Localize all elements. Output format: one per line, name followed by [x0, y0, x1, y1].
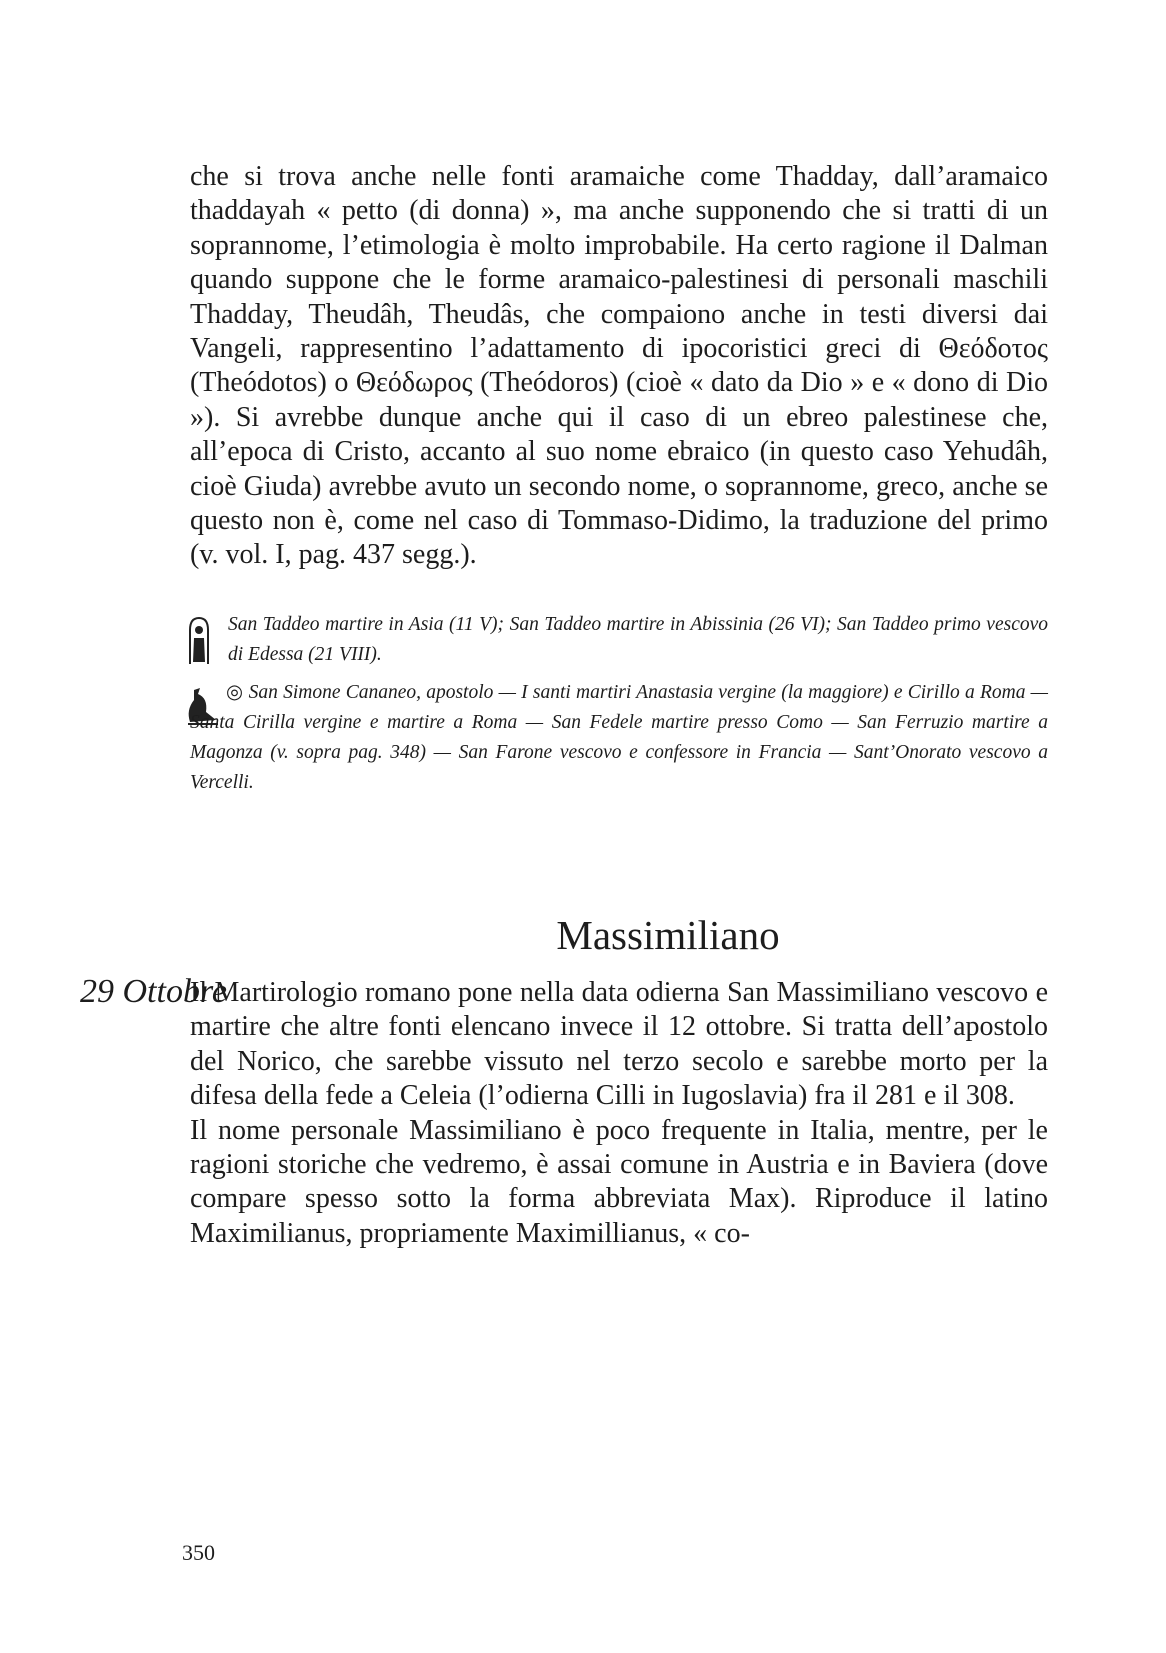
page-number: 350 — [182, 1540, 215, 1565]
saints-note — [228, 610, 1048, 670]
section-body — [190, 976, 1048, 1251]
section-paragraph-2: Il nome personale Massimiliano è poco frequente in Italia, mentre, per le ragioni storiche che vedremo, è assai comune in Austria e in Baviera (dove compare spesso sotto la forma abbreviata Max). Riproduce il latino Maximilianus, propriamente Maximillianus, « co- — [190, 1114, 1048, 1249]
saint-figure-icon — [188, 616, 210, 666]
other-saints-note-text: San Simone Cananeo, apostolo — I santi martiri Anastasia vergine (la maggiore) e Cirillo a Roma — Santa Cirilla vergine e martire a Roma — San Fedele martire presso Como — San Ferruzio martire a Magonza (v. sopra pag. 348) — San Farone vescovo e confessore in Francia — Sant’Onorato vescovo a Vercelli. — [190, 682, 1049, 793]
other-saints-note — [190, 678, 1048, 798]
section-title: Massimiliano — [556, 912, 780, 958]
section-paragraph-1: Il Martirologio romano pone nella data odierna San Massimiliano vescovo e martire che altre fonti elencano invece il 12 ottobre. Si tratta dell’apostolo del Norico, che sarebbe vissuto nel terzo secolo e sarebbe morto per la difesa della fede a Celeia (l’odierna Cilli in Iugoslavia) fra il 281 e il 308. — [190, 977, 1048, 1112]
top-paragraph: che si trova anche nelle fonti aramaiche come Thadday, dall’aramaico thaddayah « petto (di donna) », ma anche supponendo che si tratti di un soprannome, l’etimologia è molto improbabile. Ha certo ragione il Dalman quando suppone che le forme aramaico-palestinesi di personali maschili Thadday, Theudâh, Theudâs, che compaiono anche in testi diversi dai Vangeli, rappresentino l’adattamento di ipocoristici greci di Θεόδοτος (Theódotos) o Θεόδωρος (Theódoros) (cioè « dato da Dio » e « dono di Dio »). Si avrebbe dunque anche qui il caso di un ebreo palestinese che, all’epoca di Cristo, accanto al suo nome ebraico (in questo caso Yehudâh, cioè Giuda) avrebbe avuto un secondo nome, o soprannome, greco, anche se questo non è, come nel caso di Tommaso-Didimo, la traduzione del primo (v. vol. I, pag. 437 segg.). — [190, 161, 1048, 571]
circle-symbol: ◎ — [226, 682, 244, 703]
top-paragraph-block — [190, 160, 1048, 573]
section-date: 29 Ottobre — [80, 973, 228, 1010]
saints-note-text: San Taddeo martire in Asia (11 V); San Taddeo martire in Abissinia (26 VI); San Taddeo primo vescovo di Edessa (21 VIII). — [228, 614, 1048, 665]
